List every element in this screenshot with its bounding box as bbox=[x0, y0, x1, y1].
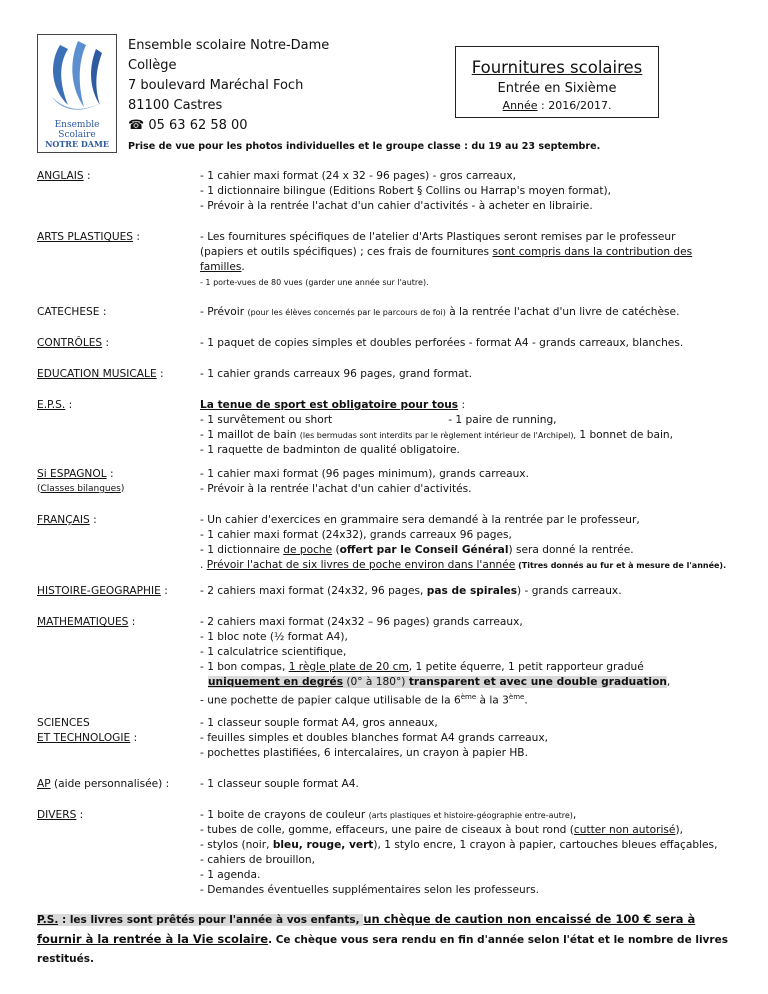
list-item: - 1 cahier maxi format (96 pages minimum), grands carreaux. bbox=[200, 468, 529, 480]
list-item: - 1 classeur souple format A4, gros anneaux, bbox=[200, 717, 438, 729]
text: . bbox=[200, 559, 207, 571]
year-label: Année bbox=[502, 99, 538, 112]
section-maths bbox=[200, 615, 670, 709]
label-francais: FRANÇAIS : bbox=[37, 514, 97, 526]
ps-text-b: un chèque de caution non encaissé de 100 € sera à fournir à la rentrée à la Vie scolaire bbox=[37, 912, 696, 946]
list-item: - 1 calculatrice scientifique, bbox=[200, 646, 347, 658]
section-sciences bbox=[200, 716, 548, 761]
label-maths-text: MATHEMATIQUES bbox=[37, 616, 129, 628]
school-name: Ensemble scolaire Notre-Dame bbox=[128, 38, 330, 53]
text: : bbox=[458, 399, 466, 411]
text: (0° à 180°) bbox=[343, 676, 409, 688]
college-label: Collège bbox=[128, 58, 177, 73]
logo-text-1: Ensemble bbox=[54, 120, 100, 130]
school-logo bbox=[37, 34, 117, 153]
label-espagnol-text: Si ESPAGNOL bbox=[37, 468, 107, 480]
section-ap bbox=[200, 777, 359, 792]
title-box bbox=[455, 46, 659, 118]
section-controles bbox=[200, 336, 683, 351]
ps-label: P.S. bbox=[37, 914, 59, 926]
label-anglais-text: ANGLAIS bbox=[37, 170, 84, 182]
text-underlined: de poche bbox=[283, 544, 333, 556]
label-ap-desc: (aide personnalisée) : bbox=[50, 778, 170, 790]
text-bold: uniquement en degrés bbox=[208, 676, 344, 688]
list-item: - 1 agenda. bbox=[200, 869, 261, 881]
text-bold: transparent et avec une double graduation bbox=[408, 676, 667, 688]
text-underlined: 1 règle plate de 20 cm bbox=[288, 661, 409, 673]
text-bold: offert par le Conseil Général bbox=[339, 544, 509, 556]
logo-graphic bbox=[38, 35, 116, 152]
label-catechese-text: CATECHESE bbox=[37, 306, 100, 318]
text-small: (Titres donnés au fur et à mesure de l'année). bbox=[515, 561, 727, 570]
list-item bbox=[200, 584, 622, 599]
section-arts bbox=[200, 230, 692, 290]
text: , bbox=[666, 676, 671, 688]
text: à la rentrée l'achat d'un livre de catéchèse. bbox=[445, 306, 680, 318]
school-year bbox=[456, 99, 658, 112]
section-anglais bbox=[200, 169, 611, 214]
list-item bbox=[200, 823, 717, 838]
list-item: - 1 cahier grands carreaux 96 pages, grand format. bbox=[200, 368, 473, 380]
list-item bbox=[200, 660, 670, 675]
list-item: - 1 raquette de badminton de qualité obligatoire. bbox=[200, 444, 460, 456]
text-underlined: familles bbox=[200, 261, 242, 273]
label-espagnol-subtext: Classes bilangues bbox=[40, 484, 121, 494]
section-divers bbox=[200, 808, 717, 898]
text: - 1 survêtement ou short bbox=[200, 414, 333, 426]
year-value: : 2016/2017. bbox=[537, 99, 612, 112]
label-catechese: CATECHESE : bbox=[37, 306, 107, 318]
text: ) sera donné la rentrée. bbox=[508, 544, 634, 556]
list-item: - Un cahier d'exercices en grammaire sera demandé à la rentrée par le professeur, bbox=[200, 514, 640, 526]
text-small: (pour les élèves concernés par le parcours de foi) bbox=[247, 308, 446, 317]
text-bold: bleu, rouge, vert bbox=[272, 839, 374, 851]
list-item bbox=[200, 690, 670, 709]
logo-text-3: NOTRE DAME bbox=[45, 139, 109, 149]
label-espagnol-sub: (Classes bilangues) bbox=[37, 484, 125, 494]
text-small: (les bermudas sont interdits par le règlement intérieur de l'Archipel), bbox=[299, 431, 576, 440]
text: - 1 dictionnaire bbox=[200, 544, 284, 556]
list-item bbox=[200, 543, 726, 558]
ps-text-a: : les livres sont prêtés pour l'année à vos enfants, bbox=[58, 914, 364, 926]
list-item bbox=[200, 305, 679, 320]
list-item: familles. bbox=[200, 261, 245, 273]
list-item bbox=[200, 838, 717, 853]
photo-notice: Prise de vue pour les photos individuelles et le groupe classe : du 19 au 23 septembre. bbox=[128, 141, 601, 152]
label-ap bbox=[37, 778, 169, 790]
list-item: - Les fournitures spécifiques de l'atelier d'Arts Plastiques seront remises par le professeur bbox=[200, 231, 676, 243]
section-musique bbox=[200, 367, 472, 382]
text: ( bbox=[332, 544, 340, 556]
list-item bbox=[200, 413, 673, 428]
eps-header bbox=[200, 398, 673, 413]
text-sup: ème bbox=[460, 693, 477, 701]
list-item: - 1 dictionnaire bilingue (Editions Robert § Collins ou Harrap's moyen format), bbox=[200, 185, 612, 197]
city-address: 81100 Castres bbox=[128, 98, 223, 113]
label-controles: CONTRÔLES : bbox=[37, 337, 110, 349]
label-divers-text: DIVERS bbox=[37, 809, 77, 821]
list-item: - Demandes éventuelles supplémentaires selon les professeurs. bbox=[200, 884, 540, 896]
list-item: - pochettes plastifiées, 6 intercalaires, un crayon à papier HB. bbox=[200, 747, 528, 759]
label-sciences-2: ET TECHNOLOGIE : bbox=[37, 732, 138, 744]
text: - une pochette de papier calque utilisable de la 6 bbox=[200, 694, 461, 707]
list-item: - 1 porte-vues de 80 vues (garder une année sur l'autre). bbox=[200, 278, 429, 287]
label-histoire: HISTOIRE-GEOGRAPHIE : bbox=[37, 585, 168, 597]
label-controles-text: CONTRÔLES bbox=[37, 337, 103, 349]
list-item: - Prévoir à la rentrée l'achat d'un cahier d'activités - à acheter en librairie. bbox=[200, 200, 593, 212]
text-sup: ème bbox=[508, 693, 525, 701]
list-item bbox=[200, 675, 670, 690]
text: 1 bonnet de bain, bbox=[575, 429, 673, 441]
list-item bbox=[200, 808, 717, 823]
page-title: Fournitures scolaires bbox=[471, 58, 643, 77]
text-bold: pas de spirales bbox=[426, 585, 517, 597]
label-sciences bbox=[37, 717, 90, 729]
label-anglais: ANGLAIS : bbox=[37, 170, 91, 182]
list-item: - cahiers de brouillon, bbox=[200, 854, 315, 866]
school-address bbox=[128, 36, 329, 136]
list-item: - 1 paquet de copies simples et doubles perforées - format A4 - grands carreaux, blanches. bbox=[200, 337, 684, 349]
phone-icon: ☎ bbox=[128, 118, 145, 133]
list-item bbox=[200, 245, 692, 260]
list-item: - 1 bloc note (½ format A4), bbox=[200, 631, 348, 643]
section-eps bbox=[200, 398, 673, 458]
text: - Prévoir bbox=[200, 306, 248, 318]
text: , 1 petite équerre, 1 petit rapporteur gradué bbox=[408, 661, 644, 673]
label-maths: MATHEMATIQUES : bbox=[37, 616, 136, 628]
text: . bbox=[524, 694, 528, 707]
text: (papiers et outils spécifiques) ; ces frais de fournitures bbox=[200, 246, 493, 258]
list-item: - 2 cahiers maxi format (24x32 – 96 pages) grands carreaux, bbox=[200, 616, 523, 628]
text: , bbox=[572, 809, 577, 821]
label-histoire-text: HISTOIRE-GEOGRAPHIE bbox=[37, 585, 161, 597]
text: - 1 paire de running, bbox=[448, 414, 557, 426]
text: - tubes de colle, gomme, effaceurs, une paire de ciseaux à bout rond ( bbox=[200, 824, 574, 836]
text: - stylos (noir, bbox=[200, 839, 273, 851]
label-eps: E.P.S. : bbox=[37, 399, 73, 411]
street-address: 7 boulevard Maréchal Foch bbox=[128, 78, 304, 93]
ps-text-c: . Ce chèque vous sera rendu en fin d'année selon l'état et le nombre de livres restitués. bbox=[37, 934, 728, 965]
text-small: (arts plastiques et histoire-géographie entre-autre) bbox=[368, 811, 573, 820]
label-musique: EDUCATION MUSICALE : bbox=[37, 368, 164, 380]
label-eps-text: E.P.S. bbox=[37, 399, 66, 411]
phone-line bbox=[128, 116, 329, 136]
label-sciences-text1: SCIENCES bbox=[37, 717, 90, 729]
text-underlined: Prévoir l'achat de six livres de poche environ dans l'année bbox=[206, 559, 516, 571]
text: - 1 bon compas, bbox=[200, 661, 289, 673]
text: à la 3 bbox=[476, 694, 509, 707]
text: - 1 maillot de bain bbox=[200, 429, 300, 441]
list-item: - 1 cahier maxi format (24x32), grands carreaux 96 pages, bbox=[200, 529, 512, 541]
logo-text-2: Scolaire bbox=[58, 130, 96, 140]
section-espagnol bbox=[200, 467, 529, 497]
label-sciences-text2: ET TECHNOLOGIE bbox=[37, 732, 131, 744]
section-histoire bbox=[200, 584, 622, 599]
page-subtitle: Entrée en Sixième bbox=[497, 81, 617, 96]
list-item bbox=[200, 558, 726, 573]
ps-note bbox=[37, 910, 732, 969]
label-divers: DIVERS : bbox=[37, 809, 84, 821]
list-item: - 1 classeur souple format A4. bbox=[200, 778, 359, 790]
text-underlined: sont compris dans la contribution des bbox=[492, 246, 693, 258]
label-francais-text: FRANÇAIS bbox=[37, 514, 90, 526]
label-ap-text: AP bbox=[37, 778, 51, 790]
text-bold: La tenue de sport est obligatoire pour tous bbox=[200, 399, 459, 411]
label-espagnol: Si ESPAGNOL : bbox=[37, 468, 114, 480]
label-arts-text: ARTS PLASTIQUES bbox=[37, 231, 134, 243]
phone-number: 05 63 62 58 00 bbox=[148, 118, 248, 133]
text: ), 1 stylo encre, 1 crayon à papier, cartouches bleues effaçables, bbox=[373, 839, 718, 851]
text: - 1 boite de crayons de couleur bbox=[200, 809, 369, 821]
text: ) - grands carreaux. bbox=[517, 585, 622, 597]
section-francais bbox=[200, 513, 726, 573]
text: - 2 cahiers maxi format (24x32, 96 pages, bbox=[200, 585, 427, 597]
list-item: - Prévoir à la rentrée l'achat d'un cahier d'activités. bbox=[200, 483, 472, 495]
text-underlined: cutter non autorisé bbox=[573, 824, 676, 836]
label-musique-text: EDUCATION MUSICALE bbox=[37, 368, 157, 380]
list-item bbox=[200, 428, 673, 443]
list-item: - 1 cahier maxi format (24 x 32 - 96 pages) - gros carreaux, bbox=[200, 170, 516, 182]
text: ), bbox=[675, 824, 683, 836]
section-catechese bbox=[200, 305, 679, 320]
label-arts: ARTS PLASTIQUES : bbox=[37, 231, 140, 243]
list-item: - feuilles simples et doubles blanches format A4 grands carreaux, bbox=[200, 732, 549, 744]
